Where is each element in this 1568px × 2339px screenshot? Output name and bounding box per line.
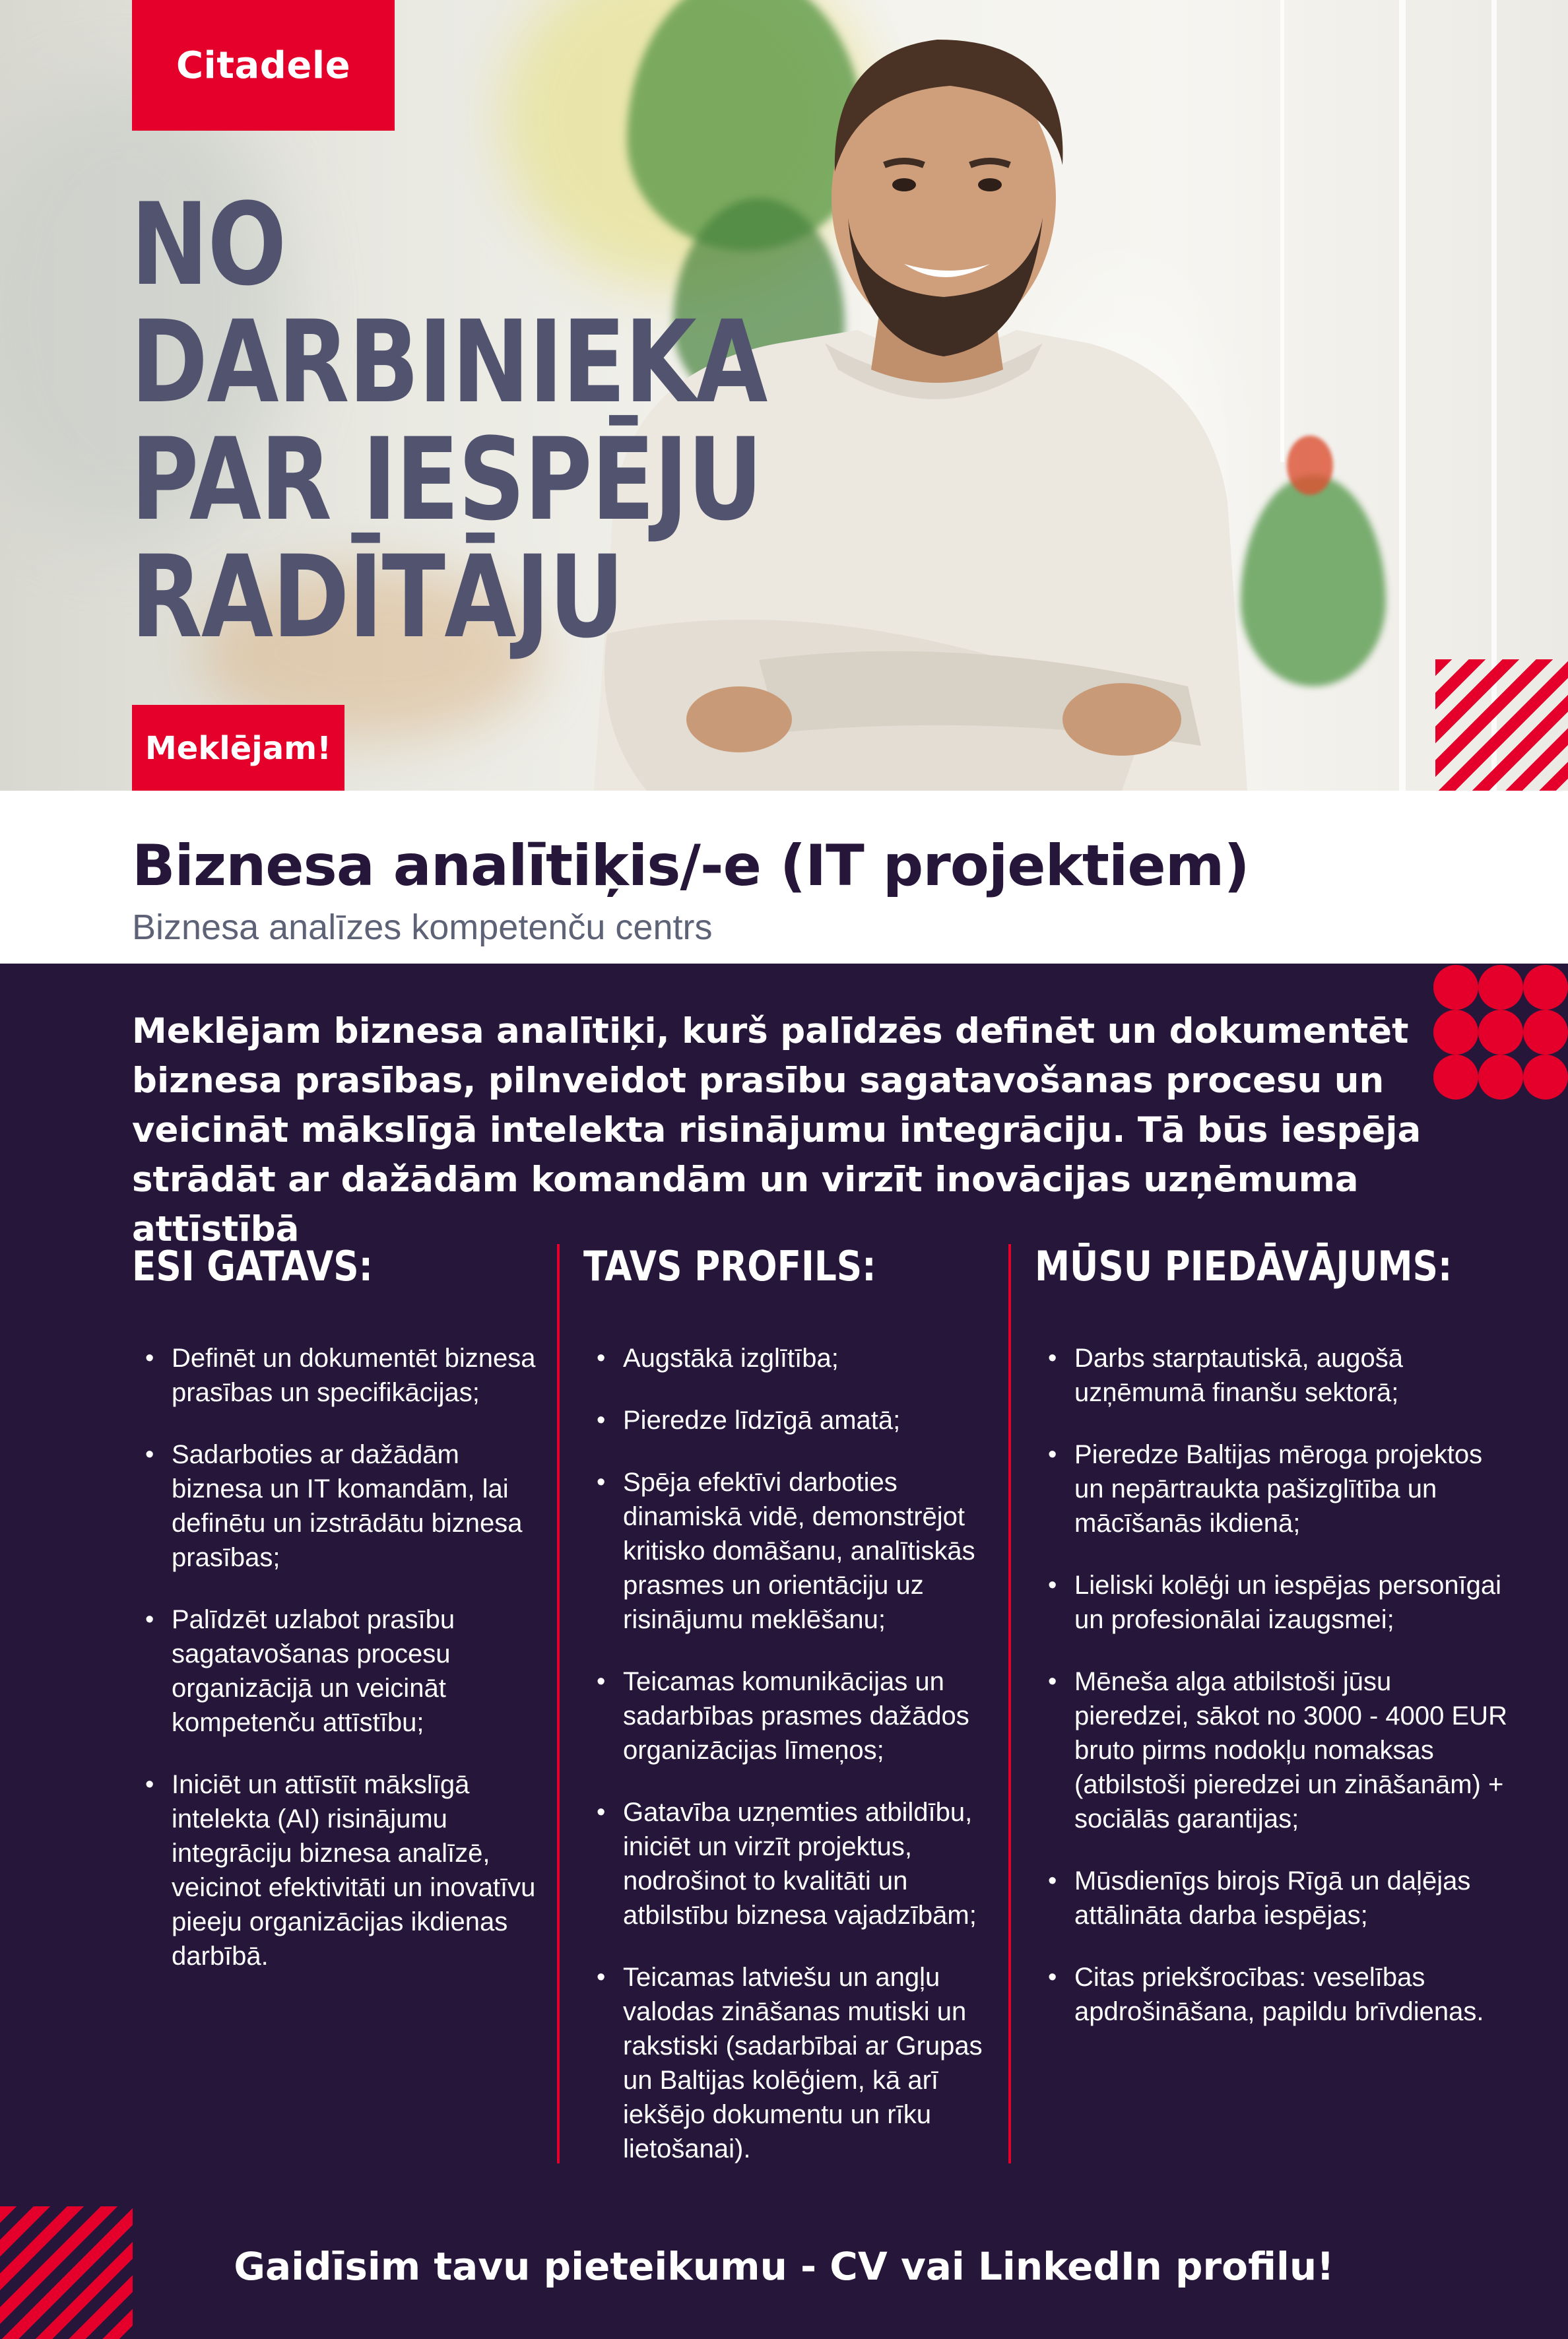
column-offer xyxy=(1035,1242,1510,2057)
list-item: • Mēneša alga atbilstoši jūsu pieredzei, sākot no 3000 - 4000 EUR bruto pirms nodokļu nomaksas (atbilstoši pieredzei un zināšanām) + sociālās garantijas; xyxy=(1035,1664,1510,1836)
headline-line: PAR IESPĒJU xyxy=(131,413,762,546)
list-item: • Palīdzēt uzlabot prasību sagatavošanas procesu organizācijā un veicināt kompetenču attīstību; xyxy=(132,1602,541,1740)
column-heading: MŪSU PIEDĀVĀJUMS: xyxy=(1035,1242,1453,1290)
column-divider xyxy=(1008,1244,1011,2163)
list-item: • Citas priekšrocības: veselības apdrošināšana, papildu brīvdienas. xyxy=(1035,1960,1510,2029)
list-item: • Teicamas latviešu un angļu valodas zināšanas mutiski un rakstiski (sadarbībai ar Grupas un Baltijas kolēģiem, kā arī iekšējo dokumentu un rīku lietošanai). xyxy=(583,1960,993,2166)
citadele-logo[interactable] xyxy=(132,0,395,131)
headline-line: DARBINIEKA xyxy=(131,296,767,428)
headline-line: RADĪTĀJU xyxy=(131,531,624,663)
intro-text: Meklējam biznesa analītiķi, kurš palīdzēs definēt un dokumentēt biznesa prasības, pilnveidot prasību sagatavošanas procesu un veicināt mākslīgā intelekta risinājumu integrāciju. Tā būs iespēja strādāt ar dažādām komandām un virzīt inovācijas uzņēmuma attīstībā xyxy=(132,1011,1421,1249)
column-tasks xyxy=(132,1242,541,2001)
job-department: Biznesa analīzes kompetenču centrs xyxy=(132,907,713,947)
list-item: • Teicamas komunikācijas un sadarbības prasmes dažādos organizācijas līmeņos; xyxy=(583,1664,993,1767)
hiring-tag: Meklējam! xyxy=(132,705,344,791)
column-heading: TAVS PROFILS: xyxy=(583,1242,876,1290)
list-item: • Definēt un dokumentēt biznesa prasības un specifikācijas; xyxy=(132,1341,541,1410)
logo-text: Citadele xyxy=(176,44,351,87)
list-item: • Sadarboties ar dažādām biznesa un IT komandām, lai definētu un izstrādātu biznesa prasības; xyxy=(132,1437,541,1575)
list-item: • Pieredze Baltijas mēroga projektos un nepārtraukta pašizglītība un mācīšanās ikdienā; xyxy=(1035,1437,1510,1540)
bullet-list xyxy=(583,1341,993,2166)
list-item: • Gatavība uzņemties atbildību, iniciēt un virzīt projektus, nodrošinot to kvalitāti un atbilstību biznesa vajadzībām; xyxy=(583,1795,993,1932)
list-item: • Mūsdienīgs birojs Rīgā un daļējas attālināta darba iespējas; xyxy=(1035,1864,1510,1932)
job-title: Biznesa analītiķis/-e (IT projektiem) xyxy=(132,833,1249,899)
list-item: • Iniciēt un attīstīt mākslīgā intelekta (AI) risinājumu integrāciju biznesa analīzē, veicinot efektivitāti un inovatīvu pieeju organizācijas ikdienas darbībā. xyxy=(132,1767,541,1973)
hero-photo xyxy=(0,0,1568,791)
headline xyxy=(131,178,780,663)
list-item: • Pieredze līdzīgā amatā; xyxy=(583,1403,993,1437)
column-heading: ESI GATAVS: xyxy=(132,1242,373,1290)
bullet-list xyxy=(1035,1341,1510,2029)
headline-line: NO xyxy=(131,178,286,311)
dot-pattern xyxy=(1433,965,1568,1100)
list-item: • Augstākā izglītība; xyxy=(583,1341,993,1375)
column-profile xyxy=(583,1242,993,2194)
list-item: • Spēja efektīvi darboties dinamiskā vidē, demonstrējot kritisko domāšanu, analītiskās prasmes un orientāciju uz risinājumu meklēšanu; xyxy=(583,1465,993,1637)
apply-call-to-action: Gaidīsim tavu pieteikumu - CV vai LinkedIn profilu! xyxy=(234,2244,1334,2289)
stripe-pattern xyxy=(1435,659,1568,791)
list-item: • Darbs starptautiskā, augošā uzņēmumā finanšu sektorā; xyxy=(1035,1341,1510,1410)
list-item: • Lieliski kolēģi un iespējas personīgai un profesionālai izaugsmei; xyxy=(1035,1568,1510,1637)
column-divider xyxy=(557,1244,560,2163)
bullet-list xyxy=(132,1341,541,1973)
